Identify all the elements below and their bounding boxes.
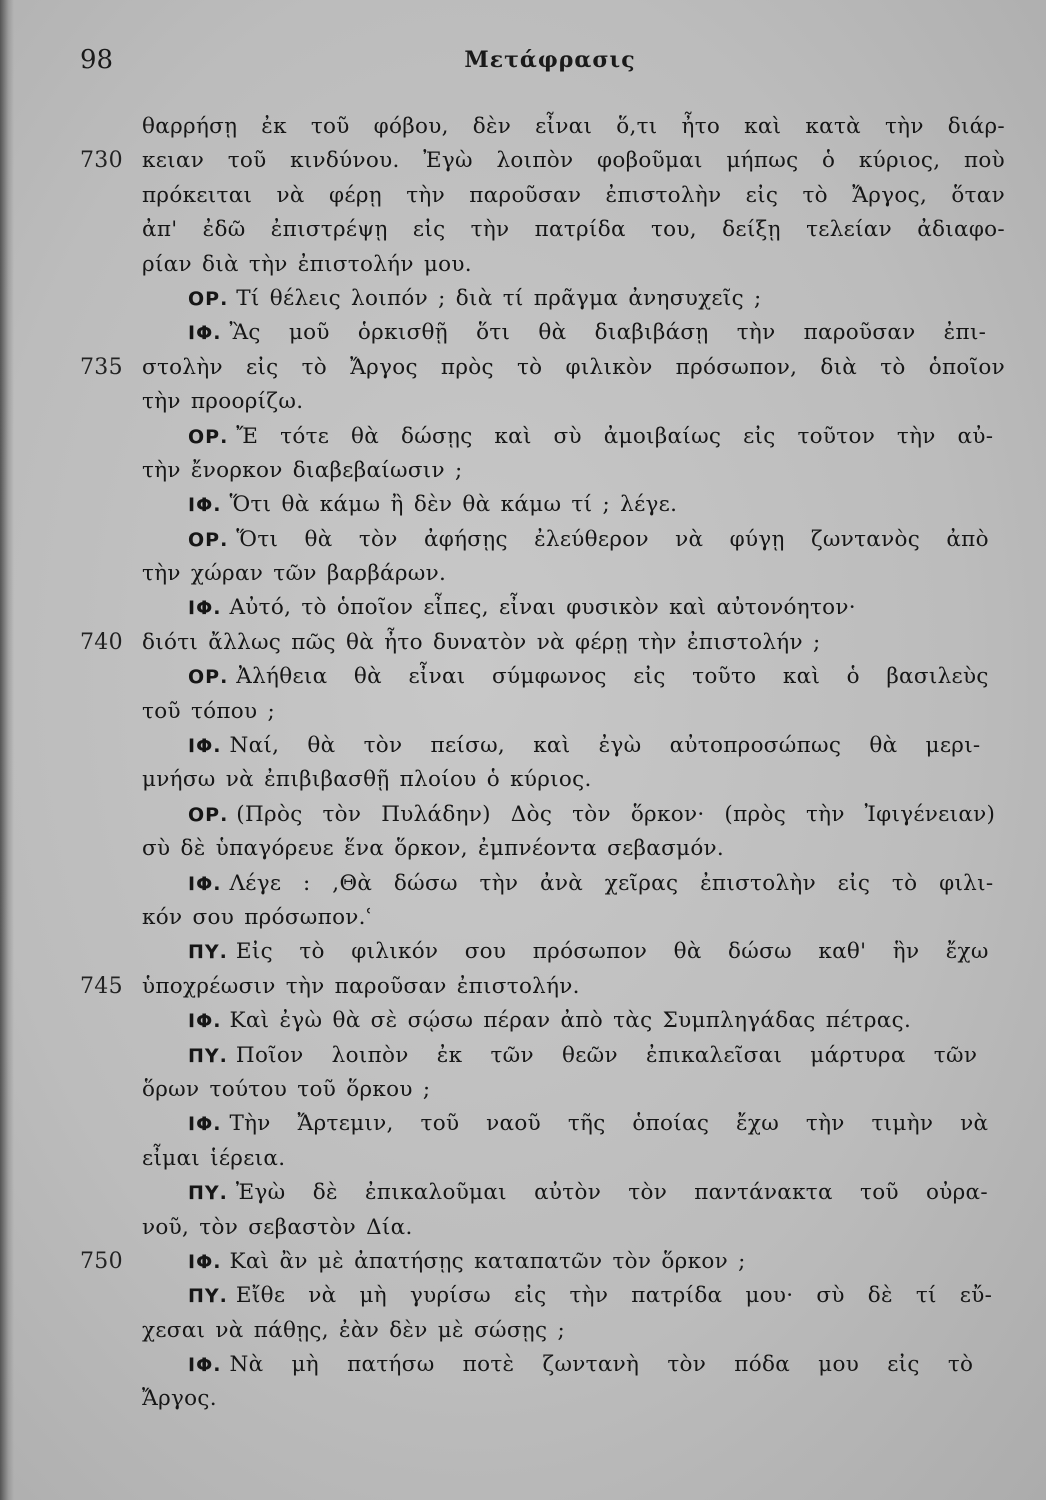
line-text: τοῦ τόπου ;	[142, 698, 276, 724]
text-line	[80, 901, 1005, 935]
text-line	[80, 763, 1005, 797]
line-text: Ἐγὼ δὲ ἐπικαλοῦμαι αὐτὸν τὸν παντάνακτα τοῦ οὐρα-	[235, 1180, 988, 1206]
line-number: 735	[80, 354, 123, 380]
text-line	[80, 179, 1005, 213]
line-text: κόν σου πρόσωπον.ʿ	[142, 904, 373, 930]
speaker-label: ΙΦ.	[188, 1113, 222, 1136]
speaker-label: ΟΡ.	[188, 287, 229, 310]
line-text: Τὴν Ἄρτεμιν, τοῦ ναοῦ τῆς ὁποίας ἔχω τὴν τιμὴν νὰ	[229, 1111, 989, 1137]
text-line	[80, 1382, 1005, 1416]
text-line	[80, 248, 1005, 282]
page-number: 98	[80, 45, 114, 75]
line-text-wrap	[142, 695, 1005, 729]
line-text-wrap	[188, 1039, 1005, 1073]
running-title: Μετάφρασις	[464, 47, 636, 73]
text-line	[80, 316, 1005, 350]
line-text-wrap	[142, 1211, 1005, 1245]
line-text: τὴν ἔνορκον διαβεβαίωσιν ;	[142, 457, 463, 483]
text-line	[80, 213, 1005, 247]
line-number: 750	[80, 1248, 123, 1274]
text-line	[80, 351, 1005, 385]
text-line	[80, 1142, 1005, 1176]
text-line	[80, 729, 1005, 763]
line-text: διότι ἄλλως πῶς θὰ ἦτο δυνατὸν νὰ φέρῃ τὴν ἐπιστολήν ;	[142, 629, 821, 655]
line-text: Καὶ ἂν μὲ ἀπατήσῃς καταπατῶν τὸν ὅρκον ;	[229, 1248, 746, 1274]
line-text-wrap	[142, 144, 1005, 178]
line-text: Αὐτό, τὸ ὁποῖον εἶπες, εἶναι φυσικὸν καὶ αὐτονόητον·	[229, 595, 856, 621]
line-text: Τί θέλεις λοιπόν ; διὰ τί πρᾶγμα ἀνησυχεῖς ;	[236, 285, 762, 311]
page-header	[80, 45, 980, 85]
line-text-wrap	[188, 282, 1005, 316]
text-line	[80, 282, 1005, 316]
text-line	[80, 867, 1005, 901]
text-line	[80, 832, 1005, 866]
text-line	[80, 523, 1005, 557]
speaker-label: ΙΦ.	[188, 1354, 222, 1377]
line-text-wrap	[188, 1245, 1005, 1279]
speaker-label: ΟΡ.	[188, 528, 229, 551]
speaker-label: ΙΦ.	[188, 494, 222, 517]
line-text: κειαν τοῦ κινδύνου. Ἐγὼ λοιπὸν φοβοῦμαι μήπως ὁ κύριος, ποὺ	[142, 148, 1005, 174]
line-text: ὅρων τούτου τοῦ ὅρκου ;	[142, 1076, 431, 1102]
line-text: στολὴν εἰς τὸ Ἄργος πρὸς τὸ φιλικὸν πρόσωπον, διὰ τὸ ὁποῖον	[142, 354, 1005, 380]
line-text: Καὶ ἐγὼ θὰ σὲ σῴσω πέραν ἀπὸ τὰς Συμπληγάδας πέτρας.	[229, 1008, 912, 1034]
line-text-wrap	[188, 1107, 1005, 1141]
speaker-label: ΠΥ.	[188, 1182, 228, 1205]
text-line	[80, 1004, 1005, 1038]
text-line	[80, 1314, 1005, 1348]
line-text: ρίαν διὰ τὴν ἐπιστολήν μου.	[142, 251, 472, 277]
speaker-label: ΙΦ.	[188, 1250, 222, 1273]
line-text-wrap	[142, 626, 1005, 660]
text-line	[80, 1211, 1005, 1245]
line-text-wrap	[188, 798, 1005, 832]
speaker-label: ΟΡ.	[188, 803, 229, 826]
line-text: τὴν προορίζω.	[142, 389, 304, 415]
speaker-label: ΠΥ.	[188, 941, 228, 964]
text-line	[80, 591, 1005, 625]
line-text: Ἀλήθεια θὰ εἶναι σύμφωνος εἰς τοῦτο καὶ ὁ βασιλεὺς	[236, 664, 989, 690]
text-line	[80, 798, 1005, 832]
line-text: Λέγε : ,Θὰ δώσω τὴν ἀνὰ χεῖρας ἐπιστολὴν εἰς τὸ φιλι-	[229, 870, 994, 896]
line-text-wrap	[142, 110, 1005, 144]
line-number: 745	[80, 973, 123, 999]
speaker-label: ΟΡ.	[188, 666, 229, 689]
line-text-wrap	[188, 660, 1005, 694]
line-text-wrap	[142, 1073, 1005, 1107]
line-text-wrap	[188, 591, 1005, 625]
speaker-label: ΙΦ.	[188, 1010, 222, 1033]
text-line	[80, 695, 1005, 729]
text-line	[80, 1279, 1005, 1313]
line-text-wrap	[188, 488, 1005, 522]
text-line	[80, 1348, 1005, 1382]
line-text: Ποῖον λοιπὸν ἐκ τῶν θεῶν ἐπικαλεῖσαι μάρτυρα τῶν	[235, 1042, 978, 1068]
line-text-wrap	[188, 1348, 1005, 1382]
text-line	[80, 1176, 1005, 1210]
text-line	[80, 1039, 1005, 1073]
line-text-wrap	[188, 316, 1005, 350]
line-text-wrap	[142, 248, 1005, 282]
line-text-wrap	[142, 351, 1005, 385]
line-text: θαρρήσῃ ἐκ τοῦ φόβου, δὲν εἶναι ὅ,τι ἦτο καὶ κατὰ τὴν διάρ-	[142, 114, 1005, 139]
line-text-wrap	[142, 763, 1005, 797]
line-text-wrap	[142, 832, 1005, 866]
line-text-wrap	[142, 557, 1005, 591]
line-text: (Πρὸς τὸν Πυλάδην) Δὸς τὸν ὅρκον· (πρὸς τὴν Ἰφιγένειαν)	[236, 801, 996, 827]
line-text: μνήσω νὰ ἐπιβιβασθῇ πλοίου ὁ κύριος.	[142, 767, 592, 793]
line-text: Ἔ τότε θὰ δώσῃς καὶ σὺ ἀμοιβαίως εἰς τοῦτον τὴν αὐ-	[236, 423, 994, 449]
text-line	[80, 144, 1005, 178]
line-text-wrap	[188, 1279, 1005, 1313]
text-line	[80, 1073, 1005, 1107]
speaker-label: ΙΦ.	[188, 735, 222, 758]
line-text: σὺ δὲ ὑπαγόρευε ἕνα ὅρκον, ἐμπνέοντα σεβασμόν.	[142, 836, 725, 862]
line-text: εἶμαι ἱέρεια.	[142, 1145, 286, 1171]
speaker-label: ΙΦ.	[188, 322, 222, 345]
text-line	[80, 970, 1005, 1004]
line-text-wrap	[142, 1142, 1005, 1176]
speaker-label: ΟΡ.	[188, 425, 229, 448]
speaker-label: ΙΦ.	[188, 872, 222, 895]
line-text-wrap	[142, 901, 1005, 935]
speaker-label: ΠΥ.	[188, 1285, 228, 1308]
line-text: ἀπ' ἐδῶ ἐπιστρέψῃ εἰς τὴν πατρίδα του, δείξῃ τελείαν ἀδιαφο-	[142, 217, 1005, 243]
line-number: 730	[80, 148, 123, 174]
text-line	[80, 1245, 1005, 1279]
line-text: τὴν χώραν τῶν βαρβάρων.	[142, 561, 447, 587]
line-text-wrap	[142, 385, 1005, 419]
text-line	[80, 488, 1005, 522]
line-text: Εἰς τὸ φιλικόν σου πρόσωπον θὰ δώσω καθ' ἣν ἔχω	[235, 939, 989, 965]
line-text: Ἂς μοῦ ὁρκισθῇ ὅτι θὰ διαβιβάσῃ τὴν παροῦσαν ἐπι-	[229, 320, 987, 346]
speaker-label: ΠΥ.	[188, 1044, 228, 1067]
line-text: νοῦ, τὸν σεβαστὸν Δία.	[142, 1214, 413, 1240]
line-text-wrap	[142, 213, 1005, 247]
line-text-wrap	[142, 179, 1005, 213]
line-text: Ἄργος.	[142, 1386, 217, 1412]
text-line	[80, 935, 1005, 969]
line-text: Ναί, θὰ τὸν πείσω, καὶ ἐγὼ αὐτοπροσώπως θὰ μερι-	[229, 733, 981, 759]
line-text: πρόκειται νὰ φέρῃ τὴν παροῦσαν ἐπιστολὴν εἰς τὸ Ἄργος, ὅταν	[142, 182, 1005, 208]
line-text-wrap	[142, 454, 1005, 488]
line-text-wrap	[142, 1314, 1005, 1348]
line-text-wrap	[188, 729, 1005, 763]
line-text-wrap	[142, 1382, 1005, 1416]
line-text-wrap	[188, 935, 1005, 969]
line-text: Νὰ μὴ πατήσω ποτὲ ζωντανὴ τὸν πόδα μου εἰς τὸ	[229, 1352, 974, 1378]
text-line	[80, 626, 1005, 660]
line-text-wrap	[188, 523, 1005, 557]
line-text: ὑποχρέωσιν τὴν παροῦσαν ἐπιστολήν.	[142, 973, 580, 999]
text-line	[80, 1107, 1005, 1141]
line-text-wrap	[188, 1004, 1005, 1038]
text-line	[80, 385, 1005, 419]
speaker-label: ΙΦ.	[188, 597, 222, 620]
text-body	[80, 110, 1005, 1417]
page-edge-shadow	[0, 0, 14, 1500]
text-line	[80, 454, 1005, 488]
line-text: Εἴθε νὰ μὴ γυρίσω εἰς τὴν πατρίδα μου· σὺ δὲ τί εὔ-	[235, 1283, 993, 1309]
text-line	[80, 557, 1005, 591]
text-line	[80, 660, 1005, 694]
line-text-wrap	[188, 420, 1005, 454]
text-line	[80, 110, 1005, 144]
line-text: Ὅτι θὰ κάμω ἢ δὲν θὰ κάμω τί ; λέγε.	[229, 492, 678, 518]
line-text: χεσαι νὰ πάθῃς, ἐὰν δὲν μὲ σώσῃς ;	[142, 1317, 566, 1343]
line-text-wrap	[188, 867, 1005, 901]
text-line	[80, 420, 1005, 454]
line-text: Ὅτι θὰ τὸν ἀφήσῃς ἐλεύθερον νὰ φύγῃ ζωντανὸς ἀπὸ	[236, 526, 989, 552]
line-number: 740	[80, 629, 123, 655]
line-text-wrap	[142, 970, 1005, 1004]
line-text-wrap	[188, 1176, 1005, 1210]
